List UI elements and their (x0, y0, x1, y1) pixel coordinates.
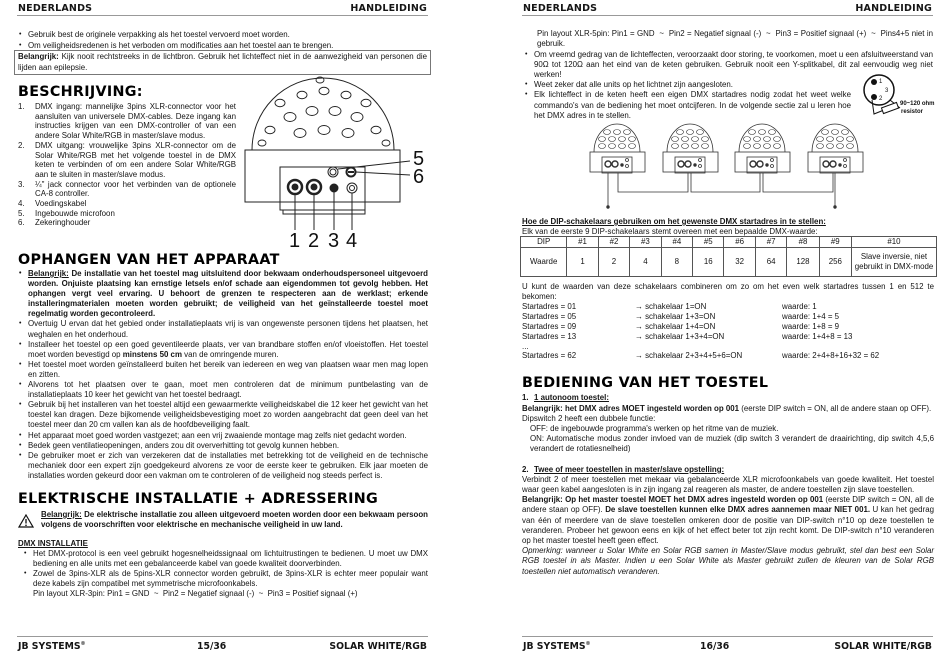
cable-end-dot (607, 206, 610, 209)
text: (eerste DIP switch = ON, all de andere staan op OFF). (522, 495, 934, 515)
header-divider (17, 15, 428, 16)
off-text: OFF: de ingebouwde programma's werken op het ritme van de muziek. (530, 424, 779, 434)
subsection-title (522, 393, 934, 403)
fixture-unit-icon (735, 124, 790, 173)
list-item: • Overtuig U ervan dat het gebied onder installatieplaats vrij is van ongewenste personen tijdens het plaatsen, het weghalen en het onderhoud. (18, 319, 428, 339)
table-header-row (521, 237, 937, 248)
example-switches: → schakelaar 1+3=ON (635, 312, 716, 322)
electrical-warning (41, 510, 428, 531)
example-row (522, 322, 934, 332)
table-cell: Waarde (521, 248, 567, 277)
remark-text: Opmerking: wanneer u Solar White en Solar RGB samen in Master/Slave modus gebruikt, stel dan best een Solar RGB toestel in als Master. Indien u een Solar White als Master gebruikt zullen de kleuren van de Solar RGB toestellen niet automatisch veranderen. (522, 546, 934, 576)
list-item (18, 209, 236, 219)
table-cell: 8 (661, 248, 692, 277)
dip-intro: Elk van de eerste 9 DIP-schakelaars stemt overeen met een bepaalde DMX-waarde: (522, 227, 818, 236)
list-item: • Elk lichteffect in de keten heeft een eigen DMX startadres nodig zodat het weet welke commando's van de bediening het moet ontcijferen. In de volgende sectie zal u leren hoe het DMX adres in te stellen. (524, 90, 851, 121)
list-item (18, 218, 236, 228)
xlr-pin-label: 1 (879, 79, 883, 85)
text: Installeer het toestel op een goed geventileerde plaats, ver van brandbare stoffen en/of vloeistoffen. Het toestel moet worden bevestigd op (28, 339, 428, 359)
example-row (522, 302, 934, 312)
example-value: waarde: 1 (782, 302, 817, 312)
section-heading-operation: BEDIENING VAN HET TOESTEL (522, 375, 769, 392)
table-header-cell: #1 (567, 237, 598, 248)
bold-text: Belangrijk: Op het master toestel MOET het DMX adres ingesteld worden op 001 (522, 495, 824, 505)
subsection-title-text: 1 autonoom toestel: (534, 393, 609, 403)
list-item: • Gebruik best de originele verpakking als het toestel vervoerd moet worden. (18, 29, 428, 40)
subsection-title (522, 465, 934, 475)
dip-value-table (520, 236, 937, 277)
resistor-label: 90~120 ohm (900, 101, 935, 107)
table-cell: 64 (755, 248, 786, 277)
warning-icon (18, 514, 34, 528)
table-header-cell: #3 (630, 237, 661, 248)
example-switches: → schakelaar 2+3+4+5+6=ON (635, 351, 743, 361)
list-item (18, 180, 236, 199)
list-item: • Om veiligheidsredenen is het verboden om modificaties aan het toestel aan te brengen. (18, 40, 428, 51)
table-cell: 32 (724, 248, 755, 277)
footer-brand (523, 641, 591, 652)
list-item (18, 141, 236, 180)
intro-text: Verbindt 2 of meer toestellen met mekaar via gebalanceerde XLR microfoonkabels van goede kwaliteit. Het toestel waar geen kabel aangesloten is in zijn ingang zal reageren als master, de andere toestellen zijn slave toestellen. (522, 474, 934, 495)
dip-example-list (522, 302, 934, 361)
footer-page-number: 16/36 (700, 641, 730, 652)
header-divider (522, 15, 933, 16)
dmx-installation-heading: DMX INSTALLATIE (18, 538, 88, 548)
brand: JB SYSTEMS (18, 641, 81, 653)
table-cell: 2 (598, 248, 629, 277)
item-number: 3. (18, 179, 25, 189)
dip-combine-text: U kunt de waarden van deze schakelaars combineren om zo om het even welk startadres tussen 1 en 512 te bekomen: (522, 282, 934, 302)
table-header-cell: #9 (819, 237, 851, 248)
table-header-cell: #5 (693, 237, 724, 248)
footer-divider (522, 636, 933, 637)
table-header-cell: #6 (724, 237, 755, 248)
list-item (23, 569, 428, 599)
figure-label-3: 3 (328, 230, 340, 250)
footer-page-number: 15/36 (197, 641, 227, 652)
example-row (522, 351, 934, 361)
fixture-unit-icon (590, 124, 645, 173)
example-row (522, 332, 934, 342)
footer-brand (18, 641, 86, 652)
example-address: Startadres = 13 (522, 332, 577, 342)
item-text: DMX uitgang: vrouwelijke 3pins XLR-connector om de Solar White/RGB met het volgende toestel in de DMX keten te verbinden of om een andere Solar White/RGB aan te sluiten in master/slave modus. (35, 140, 236, 179)
mounting-bullet-list (18, 269, 428, 481)
table-header-cell: #4 (661, 237, 692, 248)
item-number: 5. (18, 208, 25, 218)
text: Zowel de 3pins-XLR als de 5pins-XLR connector worden gebruikt, de 3pins-XLR is echter meer populair want deze kabels zijn compatibel met symmetrische microfoonkabels. (33, 568, 428, 588)
resistor-label: resistor (901, 109, 924, 115)
dmx-bullet-list (23, 549, 428, 599)
top-bullet-list (18, 29, 428, 51)
pin-layout-5pin: Pin layout XLR-5pin: Pin1 = GND ~ Pin2 = Negatief signaal (-) ~ Pin3 = Positief signaal (+) ~ Pins4+5 niet in gebruik. (537, 29, 936, 49)
section-heading-mounting: OPHANGEN VAN HET APPARAAT (18, 252, 280, 268)
item-text: DMX ingang: mannelijke 3pins XLR-connector voor het aansluiten van universele DMX-cables. Deze ingang kan instructies krijgen van een DMX-controller of van een andere Solar White/RGB in master/slave modus. (35, 102, 236, 141)
list-item (18, 102, 236, 141)
xlr-pin-label: 2 (879, 96, 883, 102)
terminator-resistor-diagram (860, 72, 940, 120)
table-header-cell: DIP (521, 237, 567, 248)
dmx-cable (763, 173, 833, 192)
section-heading-description: BESCHRIJVING: (18, 84, 143, 100)
item-number: 6. (18, 218, 25, 228)
example-switches: → schakelaar 1=ON (635, 302, 707, 312)
table-cell: 128 (787, 248, 819, 277)
list-item (18, 269, 428, 319)
operation-section-1 (522, 393, 934, 454)
list-item (18, 340, 428, 360)
registered-mark: ® (80, 641, 86, 647)
item-number: 4. (18, 199, 25, 209)
list-item (18, 199, 236, 209)
important-text: De installatie van het toestel mag uitsluitend door bekwaam onderhoudspersoneel uitgevoerd worden. Onjuiste plaatsing kan ernstige letsels en/of schade aan eigendommen tot gevolg hebben. Het ophangen vergt veel ervaring. U behoort de grenzen te respecteren aan de werklast; erkende installeringmaterialen moeten worden gebruikt; de veiligheid van het geïnstalleerde toestel moet regelmatig worden gecontroleerd. (28, 269, 428, 319)
item-text: Zekeringhouder (35, 218, 91, 228)
bold-text: Belangrijk: het DMX adres MOET ingesteld worden op 001 (522, 403, 740, 413)
operation-section-2 (522, 465, 934, 577)
example-address: Startadres = 01 (522, 302, 577, 312)
on-text: ON: Automatische modus zonder invloed van de muziek (dip switch 3 verandert de draairichting, dip switch 4,5,6 verandert de rotatiesnelheid) (530, 434, 934, 454)
registered-mark: ® (585, 641, 591, 647)
pin-layout-3pin: Pin layout XLR-3pin: Pin1 = GND ~ Pin2 = Negatief signaal (-) ~ Pin3 = Positief signaal (+) (33, 588, 358, 598)
dmx-cable (618, 173, 688, 192)
table-cell: 16 (693, 248, 724, 277)
table-cell: 4 (630, 248, 661, 277)
text: (eerste DIP switch = ON, all de andere staan op OFF). (739, 403, 932, 413)
example-ellipsis: ... (522, 342, 529, 352)
page-header-title: HANDLEIDING (350, 3, 427, 14)
list-item: • Gebruik bij het installeren van het toestel altijd een gewaarmerkte veiligheidskabel die 12 keer het gewicht van het toestel kan dragen. Deze bijkomende veiligheidsbevestiging moet zo worden aangebracht dat geen deel van het toestel meer dan 20 cm vallen kan als de hoofdbeveiliging faalt. (18, 400, 428, 430)
list-item: • Om vreemd gedrag van de lichteffecten, veroorzaakt door storing, te voorkomen, moet u een afsluitweerstand van 90Ω tot 120Ω aan het eind van de keten gebruiken. Gebruik nooit een Y-splitkabel, dit zal eenvoudig weg niet werken! (524, 50, 933, 81)
subsection-number: 2. (522, 464, 529, 474)
figure-label-1: 1 (289, 230, 301, 250)
warning-label: Belangrijk: (41, 509, 82, 519)
table-cell: Slave inversie, niet gebruikt in DMX-mode (851, 248, 936, 277)
list-item: • Het apparaat moet goed worden vastgezet; aan een vrij zwaaiende montage mag zelfs niet gedacht worden. (18, 431, 428, 441)
text: U kan het gedrag van één of meerdere van de slave toestellen omkeren door de positie van DIP-switch n°10 op deze toestellen te veranderen. Probeer het gewoon eens en kijk of het effect beter tot zijn recht komt. De DIP-switch n°10 veranderen op het master toestel heeft geen effect. (522, 505, 934, 546)
table-header-cell: #2 (598, 237, 629, 248)
item-text: Ingebouwde microfoon (35, 208, 115, 218)
fixture-unit-icon (663, 124, 718, 173)
list-item: • Het toestel moet worden geïnstalleerd buiten het bereik van iedereen en weg van plaatsen waar men mag lopen en zitten. (18, 360, 428, 380)
footer-divider (17, 636, 428, 637)
list-item: • Alvorens tot het plaatsen over te gaan, moet men controleren dat de minimum puntbelasting van de installatieplaats 10 keer het gewicht van het toestel bedraagt. (18, 380, 428, 400)
figure-label-4: 4 (346, 230, 358, 250)
warning-text: De elektrische installatie zou alleen uitgevoerd moeten worden door een bekwaam persoon volgens de voorschriften voor elektrische en mechanische veiligheid in uw land. (41, 509, 428, 530)
subsection-title-text: Twee of meer toestellen in master/slave opstelling: (534, 464, 725, 474)
xlr-pin-label: 3 (885, 88, 889, 94)
dmx-chain-diagram (575, 120, 875, 215)
bold-text: minstens 50 cm (122, 349, 182, 359)
important-box (14, 50, 431, 75)
bold-text: De slave toestellen kunnen elke DMX adres aannemen maar NIET 001. (605, 505, 871, 515)
subsection-number: 1. (522, 393, 529, 403)
section-heading-electrical: ELEKTRISCHE INSTALLATIE + ADRESSERING (18, 490, 379, 507)
table-cell: 1 (567, 248, 598, 277)
table-row (521, 248, 937, 277)
figure-label-2: 2 (308, 230, 320, 250)
left-page-body (18, 84, 428, 599)
table-header-cell: #8 (787, 237, 819, 248)
example-address: Startadres = 62 (522, 351, 577, 361)
cable-end-dot (834, 206, 837, 209)
example-switches: → schakelaar 1+3+4=ON (635, 332, 725, 342)
example-row (522, 312, 934, 322)
item-number: 1. (18, 102, 25, 111)
important-note (522, 495, 934, 546)
item-text: Voedingskabel (35, 199, 87, 209)
footer-model: SOLAR WHITE/RGB (329, 641, 427, 652)
dipswitch-text: Dipswitch 2 heeft een dubbele functie: (522, 413, 656, 423)
description-list (18, 102, 236, 250)
example-value: waarde: 1+8 = 9 (782, 322, 840, 332)
important-label: Belangrijk: (18, 52, 59, 61)
fixture-unit-icon (808, 124, 863, 173)
item-number: 2. (18, 140, 25, 150)
example-address: Startadres = 09 (522, 322, 577, 332)
table-cell: 256 (819, 248, 851, 277)
page-header-language: NEDERLANDS (523, 3, 598, 14)
dmx-cable (691, 173, 760, 192)
example-value: waarde: 1+4 = 5 (782, 312, 840, 322)
important-label: Belangrijk: (28, 269, 69, 278)
example-switches: → schakelaar 1+4=ON (635, 322, 716, 332)
list-item: • De gebruiker moet er zich van verzekeren dat de installaties met betrekking tot de veiligheid en de technische mechaniek door een expert zijn goedgekeurd alvorens ze voor de eerste keer te gebruiken. Elk jaar moeten de installaties worden gekeurd door een vakman om te controleren of de veiligheid nog steeds perfect is. (18, 451, 428, 481)
dip-heading: Hoe de DIP-schakelaars gebruiken om het gewenste DMX startadres in te stellen: (522, 217, 826, 226)
list-item: • Bedek geen ventilatieopeningen, anders zou dit oververhitting tot gevolg kunnen hebben. (18, 441, 428, 451)
page-header-language: NEDERLANDS (18, 3, 93, 14)
important-note (522, 404, 934, 414)
text: van de omringende muren. (181, 349, 279, 359)
figure-label-6: 6 (413, 166, 425, 188)
right-page-body (522, 217, 934, 577)
example-value: waarde: 1+4+8 = 13 (782, 332, 853, 342)
electrical-warning-row (18, 510, 428, 531)
table-header-cell: #10 (851, 237, 936, 248)
example-value: waarde: 2+4+8+16+32 = 62 (782, 351, 880, 361)
brand: JB SYSTEMS (523, 641, 586, 653)
page-header-title: HANDLEIDING (855, 3, 932, 14)
list-item: • Weet zeker dat alle units op het lichtnet zijn aangesloten. (524, 80, 933, 90)
list-item: • Het DMX-protocol is een veel gebruikt hogesnelheidssignaal om lichtuitrustingen te bedienen. U moet uw DMX bediening en alle units met een gebalanceerde kabel van goede kwaliteit doorverbinden. (23, 549, 428, 569)
example-address: Startadres = 05 (522, 312, 577, 322)
figure-label-5: 5 (413, 148, 425, 170)
footer-model: SOLAR WHITE/RGB (834, 641, 932, 652)
important-text: Kijk nooit rechtstreeks in de lichtbron. Gebruik het lichteffect niet in de aanwezigheid van personen die lijden aan epilepsie. (18, 52, 427, 72)
item-text: ¼" jack connector voor het verbinden van de optionele CA-8 controller. (35, 179, 236, 199)
table-header-cell: #7 (755, 237, 786, 248)
